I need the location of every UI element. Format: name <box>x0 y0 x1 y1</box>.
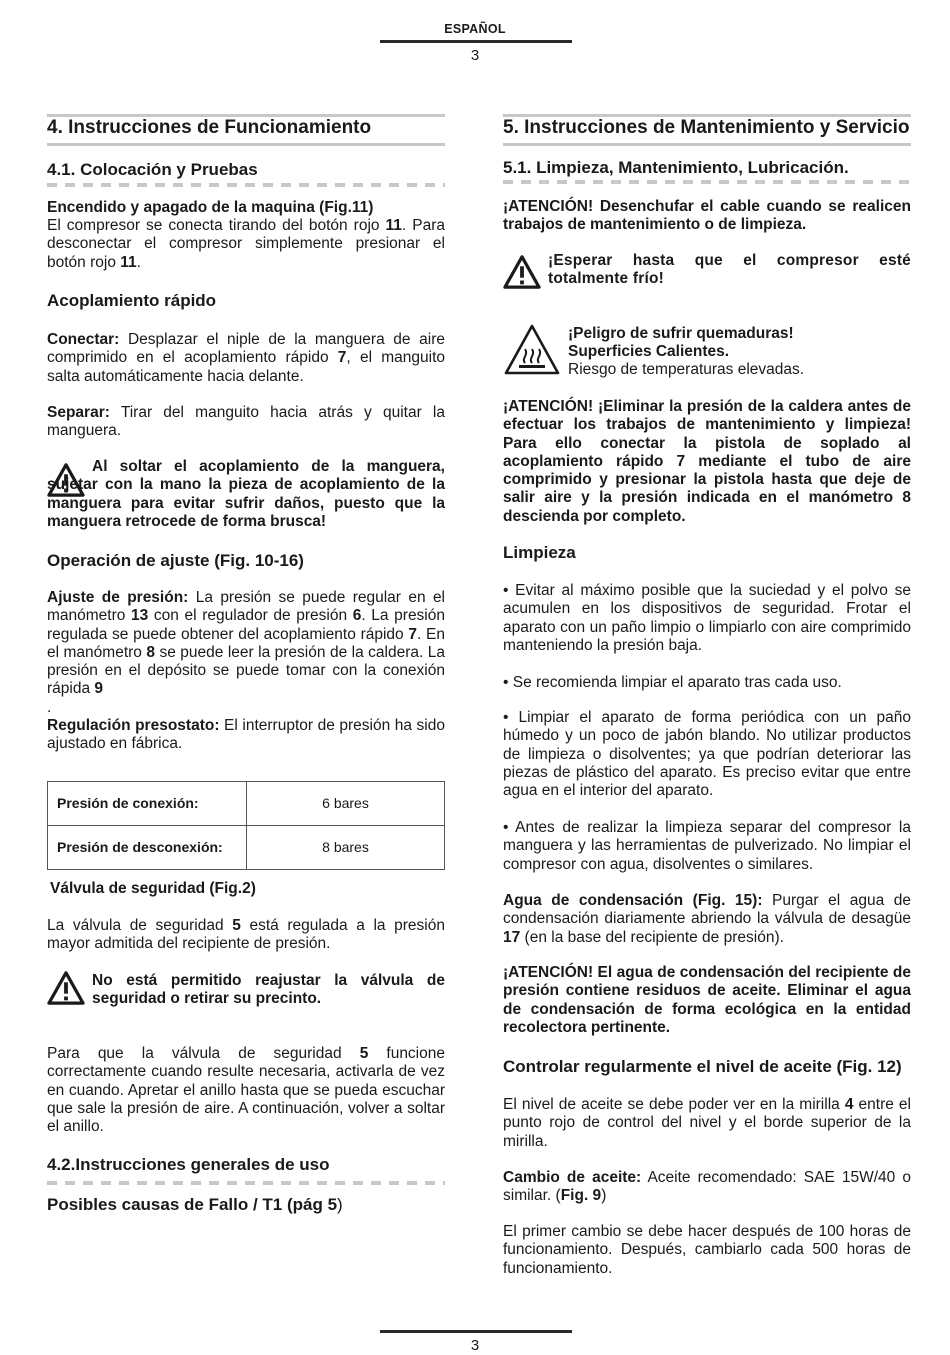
section-rule <box>47 143 445 146</box>
section-rule <box>503 143 911 146</box>
dashed-rule <box>503 180 911 184</box>
pressure-paragraph: Ajuste de presión: La presión se puede regular en el manómetro 13 con el regulador de presión 6. La presión regulada se puede obtener del acoplamiento rápido 7. En el manómetro 8 se puede leer la presión de la caldera. La presión en el depósito se puede tomar con la conexión rápida 9 . <box>47 589 446 716</box>
oil-paragraph: El nivel de aceite se debe poder ver en la mirilla 4 entre el punto rojo de control del nivel y el borde superior de la mirilla. <box>503 1096 911 1150</box>
oil-heading: Controlar regularmente el nivel de aceite (Fig. 12) <box>503 1057 902 1076</box>
attention-pressure: ¡ATENCIÓN! ¡Eliminar la presión de la caldera antes de efectuar los trabajos de mantenimiento y limpieza! Para ello conectar la pistola de soplado al acoplamiento rápido 7 mediante el tubo de aire comprimido y presionar la pistola hasta que deje de salir aire y la presión indicada en el manómetro 8 descienda por completo. <box>503 398 911 525</box>
valve-paragraph: La válvula de seguridad 5 está regulada a la presión mayor admitida del recipiente de presión. <box>47 917 445 953</box>
coupling-heading: Acoplamiento rápido <box>47 291 217 310</box>
subsection-title-placement: 4.1. Colocación y Pruebas <box>47 160 258 179</box>
cleaning-bullet-1: • Evitar al máximo posible que la suciedad y el polvo se acumulen en los dispositivos de seguridad. Frotar el aparato con un paño limpio o limpiarlo con aire comprimido manteniendo la presión baja. <box>503 582 911 654</box>
burn-danger-line2: Superficies Calientes. <box>568 343 730 360</box>
coupling-warning: Al soltar el acoplamiento de la manguera, sujetar con la mano la pieza de acoplamiento de la manguera para evitar sufrir daños, puesto que la manguera retrocede de forma brusca! <box>47 458 445 530</box>
adjust-heading: Operación de ajuste (Fig. 10-16) <box>47 551 304 570</box>
cleaning-bullet-4: • Antes de realizar la limpieza separar del compresor la manguera y las herramientas de pulverizado. No limpiar el compresor con agua, disolventes o similares. <box>503 819 911 873</box>
header-divider <box>380 40 572 43</box>
table-cell-value: 6 bares <box>247 782 445 826</box>
dashed-rule <box>47 1181 445 1185</box>
connect-paragraph: Conectar: Desplazar el niple de la manguera de aire comprimido en el acoplamiento rápido 7, el manguito salta automáticamente hacia delante. <box>47 331 445 385</box>
attention-condensate: ¡ATENCIÓN! El agua de condensación del recipiente de presión contiene residuos de aceite. Eliminar el agua de condensación de forma ecológica en la entidad recolectora pertinente. <box>503 964 911 1036</box>
pressostat-paragraph: Regulación presostato: El interruptor de presión ha sido ajustado en fábrica. <box>47 717 445 753</box>
separate-paragraph: Separar: Tirar del manguito hacia atrás y quitar la manguera. <box>47 404 445 440</box>
table-row <box>48 826 445 870</box>
footer-divider <box>380 1330 572 1333</box>
onoff-text: El compresor se conecta tirando del botón rojo 11. Para desconectar el compresor simplemente presionar el botón rojo 11. <box>47 217 445 271</box>
wait-cool-warning: ¡Esperar hasta que el compresor esté totalmente frío! <box>548 252 911 288</box>
subsection-title-cleaning: 5.1. Limpieza, Mantenimiento, Lubricación. <box>503 158 849 177</box>
general-use-heading: 4.2.Instrucciones generales de uso <box>47 1155 330 1174</box>
pressure-table <box>47 781 445 870</box>
footer-page-number: 3 <box>470 1337 480 1354</box>
table-cell-key: Presión de conexión: <box>48 782 247 826</box>
cleaning-bullet-3: • Limpiar el aparato de forma periódica con un paño húmedo y un poco de jabón blando. No utilizar productos de limpieza o disolventes; ya que podrían deteriorar las piezas de plástico del aparato. Es preciso evitar que entre agua en el interior del aparato. <box>503 709 911 800</box>
dashed-rule <box>47 183 445 187</box>
table-row <box>48 782 445 826</box>
hot-surface-icon <box>503 323 561 376</box>
section-title-operation: 4. Instrucciones de Funcionamiento <box>47 117 372 138</box>
warning-triangle-icon <box>503 254 541 290</box>
cleaning-heading: Limpieza <box>503 543 576 562</box>
valve-warning: No está permitido reajustar la válvula de seguridad o retirar su precinto. <box>92 972 445 1008</box>
oil-change-paragraph: Cambio de aceite: Aceite recomendado: SAE 15W/40 o similar. (Fig. 9) <box>503 1169 912 1205</box>
onoff-heading: Encendido y apagado de la maquina (Fig.11) <box>47 199 374 216</box>
faults-heading: Posibles causas de Fallo / T1 (pág 5) <box>47 1195 343 1214</box>
condensate-paragraph: Agua de condensación (Fig. 15): Purgar el agua de condensación diariamente abriendo la válvula de desagüe 17 (en la base del recipiente de presión). <box>503 892 911 946</box>
table-cell-value: 8 bares <box>247 826 445 870</box>
section-title-maintenance: 5. Instrucciones de Mantenimiento y Servicio <box>503 117 910 138</box>
burn-danger-line1: ¡Peligro de sufrir quemaduras! <box>568 325 794 342</box>
valve-paragraph-2: Para que la válvula de seguridad 5 funcione correctamente cuando resulte necesaria, activarla de vez en cuando. Apretar el anillo hasta que se pueda escuchar que sale la presión de aire. A continuación, volver a soltar el anillo. <box>47 1045 445 1136</box>
attention-unplug: ¡ATENCIÓN! Desenchufar el cable cuando se realicen trabajos de mantenimiento o de limpieza. <box>503 198 911 234</box>
header-page-number: 3 <box>470 47 480 64</box>
valve-heading: Válvula de seguridad (Fig.2) <box>50 880 256 897</box>
cleaning-bullet-2: • Se recomienda limpiar el aparato tras cada uso. <box>503 674 842 691</box>
first-change-paragraph: El primer cambio se debe hacer después de 100 horas de funcionamiento. Después, cambiarlo cada 500 horas de funcionamiento. <box>503 1223 911 1277</box>
table-cell-key: Presión de desconexión: <box>48 826 247 870</box>
warning-triangle-icon <box>47 970 85 1006</box>
burn-danger-line3: Riesgo de temperaturas elevadas. <box>568 361 805 378</box>
header-language: ESPAÑOL <box>444 22 506 36</box>
